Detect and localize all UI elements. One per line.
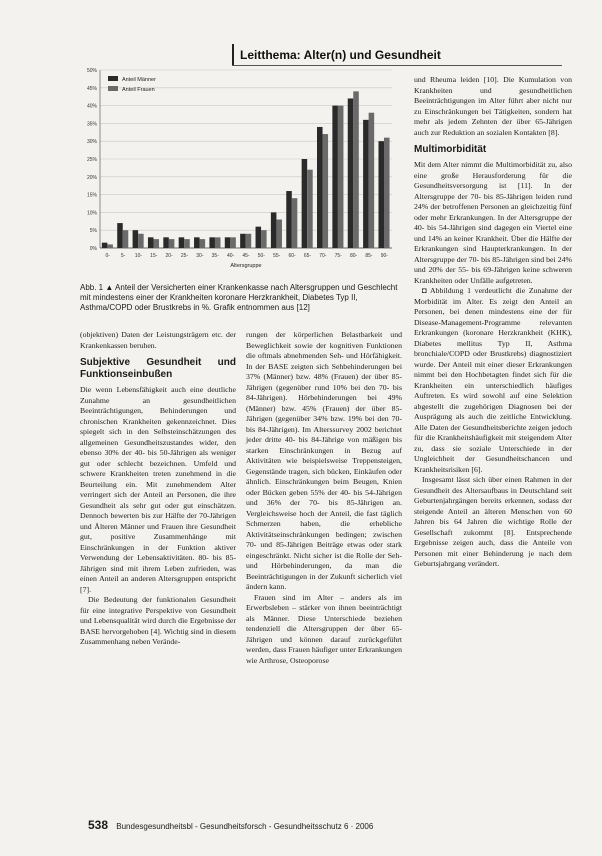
y-tick-label: 50%	[86, 68, 97, 74]
y-tick-label: 45%	[86, 85, 97, 92]
running-header: Leitthema: Alter(n) und Gesundheit	[240, 48, 441, 62]
bar-maenner	[332, 106, 338, 248]
bar-frauen	[369, 113, 375, 248]
col1-intro: (objektiven) Daten der Leistungsträgern etc. der Krankenkassen beruhen.	[80, 330, 236, 350]
bar-maenner	[209, 237, 215, 248]
x-tick-label: 65-	[303, 253, 312, 259]
page-number: 538	[88, 818, 109, 832]
x-axis-title: Altersgruppe	[230, 263, 262, 269]
bar-maenner	[348, 98, 354, 248]
bar-frauen	[276, 220, 282, 248]
bar-maenner	[302, 159, 308, 248]
y-tick-label: 25%	[86, 157, 97, 163]
y-tick-label: 35%	[86, 121, 97, 128]
footer	[88, 818, 373, 832]
bar-frauen	[292, 198, 298, 248]
bar-maenner	[194, 237, 200, 248]
legend-label: Anteil Männer	[122, 77, 156, 83]
bar-frauen	[230, 237, 236, 248]
column-1	[80, 330, 236, 648]
x-tick-label: 45-	[242, 253, 250, 259]
bar-frauen	[123, 230, 129, 248]
bar-frauen	[307, 170, 313, 248]
x-tick-label: 55-	[273, 253, 281, 259]
bar-frauen	[107, 244, 113, 248]
x-tick-label: 70-	[319, 253, 327, 259]
bar-frauen	[153, 239, 159, 248]
bar-maenner	[271, 212, 277, 248]
x-tick-label: 0-	[105, 253, 110, 259]
col3-paragraph-1: und Rheuma leiden [10]. Die Kumulation von Krankheiten und gesundheitlichen Beeinträchtigungen im Alter führt aber nicht nur zu Einschränkungen bei Tätigkeiten, sondern hat mehr als jedem Zehnten der über 65-Jährigen auch zur Reduktion an sozialen Kontakten [8].	[414, 75, 572, 137]
x-tick-label: 50-	[257, 253, 265, 259]
column-2	[246, 330, 402, 666]
column-3	[414, 75, 572, 570]
bar-frauen	[261, 230, 267, 248]
bar-maenner	[117, 223, 123, 248]
x-tick-label: 20-	[165, 253, 173, 259]
bar-maenner	[179, 237, 185, 248]
bar-frauen	[246, 234, 252, 248]
bar-frauen	[353, 91, 359, 248]
y-tick-label: 30%	[86, 139, 97, 146]
x-tick-label: 90-	[380, 253, 388, 259]
x-tick-label: 60-	[288, 253, 296, 259]
bar-maenner	[378, 141, 384, 248]
x-tick-label: 75-	[334, 253, 342, 259]
col1-paragraph-2: Die Bedeutung der funktionalen Gesundheit für eine integrative Perspektive von Gesundheit und Lebensqualität wird durch die Ergebnisse der BASE hervorgehoben [4]. Wichtig sind in diesem Zusammenhang neben Verände-	[80, 595, 236, 646]
bar-frauen	[323, 134, 329, 248]
figure-caption: Abb. 1 ▲ Anteil der Versicherten einer Krankenkasse nach Altersgruppen und Geschlecht mit mindestens einer der Krankheiten koronare Herzkrankheit, Diabetes Typ II, Asthma/COPD oder Brustkrebs in %. Grafik entnommen aus [12]	[80, 283, 398, 312]
bar-frauen	[215, 237, 221, 248]
x-tick-label: 25-	[180, 253, 189, 259]
bar-frauen	[200, 239, 206, 248]
x-tick-label: 30-	[196, 253, 204, 259]
y-tick-label: 40%	[86, 103, 97, 110]
x-tick-label: 80-	[349, 253, 358, 259]
col1-paragraph-1: Die wenn Lebensfähigkeit auch eine deutliche Zunahme an gesundheitlichen Beeinträchtigungen, Behinderungen und chronischen Krankheiten gekennzeichnet. Dies spiegelt sich in den Selbsteinschätzungen des allgemeinen Gesundheitszustandes wider, den ebenso 30% der 40- bis 50-Jährigen als weniger gut oder schlecht bezeichnen. Umfeld und schwere Krankheiten treten zunehmend in die Beurteilung ein. Mit zunehmendem Alter verringert sich der Anteil an Personen, die ihre Gesundheit als sehr gut oder gut einschätzen. Dennoch bewerten bis zur Hälfte der 70-Jährigen und Älteren Männer und Frauen ihre Gesundheit gut, positive Zusammenhänge mit Einschränkungen in der Funktion aktiver Verwendung der Lebensaktivitäten. 80- bis 85-Jährigen sind mit ihrem Leben zufrieden, was einen Anteil an anderen Altersgruppen entspricht [7].	[80, 385, 236, 594]
x-tick-label: 10-	[134, 253, 143, 259]
bar-frauen	[338, 106, 344, 248]
bar-maenner	[148, 237, 154, 248]
col2-paragraph-2: Frauen sind im Alter – anders als im Erwerbsleben – stärker von ihnen beeinträchtigt als Männer. Diese Unterschiede beziehen tendenziell die Altersgruppen der über 65-Jährigen und können darauf zurückgeführt werden, dass Frauen häufiger unter Erkrankungen wie Arthrose, Osteoporose	[246, 592, 402, 665]
bar-maenner	[363, 120, 369, 248]
legend-swatch	[108, 86, 118, 91]
y-tick-label: 10%	[86, 210, 97, 217]
bar-frauen	[184, 239, 190, 248]
bar-maenner	[286, 191, 292, 248]
bar-maenner	[102, 243, 108, 248]
y-tick-label: 20%	[86, 174, 97, 181]
bar-maenner	[317, 127, 323, 248]
bar-maenner	[225, 237, 231, 248]
bar-frauen	[138, 234, 144, 248]
bar-maenner	[133, 230, 139, 248]
bar-frauen	[169, 239, 175, 248]
x-tick-label: 85-	[365, 253, 373, 259]
section-heading-multimorbiditaet: Multimorbidität	[414, 144, 487, 155]
journal-reference: Bundesgesundheitsbl - Gesundheitsforsch - Gesundheitsschutz 6 · 2006	[116, 822, 374, 831]
col3-paragraph-4: Insgesamt lässt sich über einen Rahmen in der Gesundheit des Altersaufbaus in Deutschland seit Geburtenjahrgängen bereits erkennen, sodass der steigende Anteil an älteren Menschen von 60 Jahren bis 64 Jahren die wichtige Rolle der Gesellschaft zukommt [8]. Entsprechende Ergebnisse zeigen auch, dass die Anteile von Personen mit einer Behinderung je nach dem Geburtsjahrgang verändert.	[414, 475, 572, 568]
x-tick-label: 15-	[150, 253, 158, 259]
bar-chart	[78, 62, 398, 280]
y-tick-label: 5%	[89, 228, 97, 235]
x-tick-label: 5-	[120, 253, 126, 259]
x-tick-label: 40-	[227, 253, 235, 259]
col2-paragraph-1: rungen der körperlichen Belastbarkeit und Beweglichkeit sowie der kognitiven Funktionen die oftmals abnehmenden Seh- und Hörfähigkeit. In der BASE zeigten sich Sehbehinderungen bei 37% (Männer) bzw. 48% (Frauen) der über 85-Jährigen (gegenüber rund 10% bei den 70- bis 84-Jährigen). Hörbehinderungen bei 49% (Männer) bzw. 45% (Frauen) der über 85-Jährigen (gegenüber 34% bzw. 19% bei den 70- bis 84-Jährigen). Im Alterssurvey 2002 berichtet jeder dritte 40- bis 84-Jährige von mäßigen bis starken Einschränkungen in Bezug auf Aktivitäten wie beispielsweise Treppensteigen, Gegenstände tragen, sich bücken, Einkäufen oder ähnlich. Einschränkungen beim Beugen, Knien oder Bücken geben 55% der 40- bis 54-Jährigen und 36% der 70- bis 85-Jährigen an. Vergleichsweise hoch der Anteil, die fast täglich Schmerzen haben, die erhebliche Aktivitätseinschränkungen bedingen; zwischen 70- und 85-Jährigen Beiträge etwas oder stark eingeschränkt. Nicht sicher ist die Rolle der Seh- und Hörbehinderungen, da man die Beeinträchtigungen in der Zukunft sicherlich viel ändern kann.	[246, 330, 402, 591]
col3-paragraph-3: ◘ Abbildung 1 verdeutlicht die Zunahme der Morbidität im Alter. Es zeigt den Anteil an Personen, bei denen mindestens eine der für Disease-Management-Programme relevanten Erkrankungen (koronare Herzkrankheit (KHK), Diabetes mellitus Typ II, Asthma bronchiale/COPD oder Brustkrebs) diagnostiziert wurde. Der Anteil mit einer dieser Erkrankungen nimmt bei den Hochbetagten findet sich für die Krankheiten ein unterschiedlich häufiges Auftreten. Es wird sowohl auf eine Selektion abgestellt die zugehörigen Diagnosen bei der Ausprägung als auch die zeitliche Entwicklung. Alle Daten der Gesundheitsberichte zeigen jedoch für die Krankheitshäufigkeit mit steigendem Alter zu, dass sie soziale Unterschiede in der Ungleichheit der Gesundheitschancen und Krankheitsrisiken [6].	[414, 286, 572, 474]
bar-maenner	[163, 237, 169, 248]
x-tick-label: 35-	[211, 253, 219, 259]
legend-label: Anteil Frauen	[122, 87, 155, 93]
bar-frauen	[384, 138, 390, 248]
section-heading-subjektive: Subjektive Gesundheit und Funktionseinbußen	[80, 357, 236, 380]
col3-paragraph-2: Mit dem Alter nimmt die Multimorbidität zu, also eine große Herausforderung für die Gesundheitsversorgung ist [11]. In der Altersgruppe der 70- bis 85-Jährigen leiden rund 24% der betroffenen Personen an gleichzeitig fünf oder mehr Erkrankungen. In der Altersgruppe der 40- bis 54-Jährigen sind dagegen ein Viertel eine und 14% an keiner Krankheit. Über die Hälfte der Erkrankungen sind Haupterkrankungen. In der Altersgruppe der 70- bis 85-Jährigen sind bei 24% und 20% der 55- bis 69-Jährigen keine schweren Krankheiten oder Unfälle aufgetreten.	[414, 160, 572, 285]
bar-maenner	[240, 234, 246, 248]
y-tick-label: 0%	[89, 246, 97, 252]
legend-swatch	[108, 76, 118, 81]
y-tick-label: 15%	[86, 192, 97, 199]
bar-maenner	[256, 227, 262, 248]
